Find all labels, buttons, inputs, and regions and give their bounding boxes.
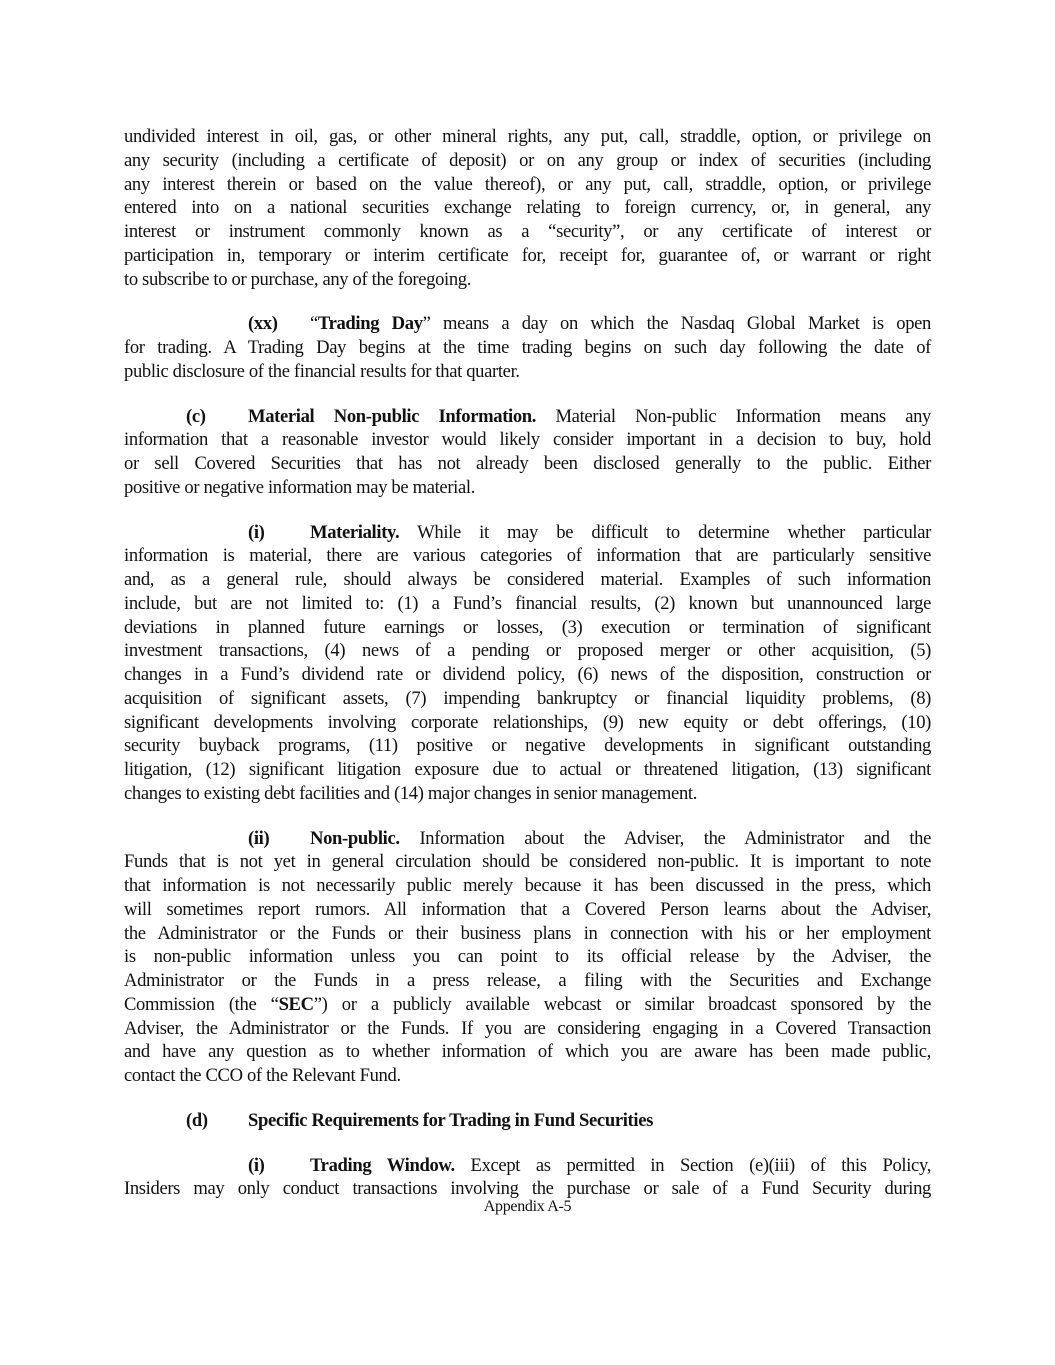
text-line: will sometimes report rumors. All information that a Covered Person learns about the Adviser, bbox=[124, 898, 931, 920]
text-line: information is material, there are various categories of information that are particularly sensitive bbox=[124, 545, 931, 567]
clause-number: (i) bbox=[248, 1154, 265, 1176]
document-page bbox=[124, 125, 931, 1201]
section-heading: Material Non-public Information. bbox=[248, 405, 537, 427]
text-line: Insiders may only conduct transactions involving the purchase or sale of a Fund Security during bbox=[124, 1178, 931, 1200]
clause-heading: Trading Window. bbox=[310, 1154, 455, 1176]
text-line: significant developments involving corporate relationships, (9) new equity or debt offerings, (10) bbox=[124, 711, 931, 733]
materiality-clause bbox=[124, 521, 931, 806]
text-line: interest or instrument commonly known as a “security”, or any certificate of interest or bbox=[124, 221, 931, 242]
clause-number: (ii) bbox=[248, 827, 270, 849]
text-line: Administrator or the Funds in a press release, a filing with the Securities and Exchange bbox=[124, 970, 931, 991]
text-line: information that a reasonable investor would likely consider important in a decision to buy, hold bbox=[124, 429, 931, 451]
text-line: or sell Covered Securities that has not already been disclosed generally to the public. Either bbox=[124, 453, 931, 474]
text-line: participation in, temporary or interim certificate for, receipt for, guarantee of, or warrant or right bbox=[124, 244, 931, 266]
text-line: positive or negative information may be material. bbox=[124, 476, 475, 498]
text-line: is non-public information unless you can point to its official release by the Adviser, the bbox=[124, 946, 931, 968]
defined-term: Trading Day bbox=[317, 313, 423, 335]
text-line: Commission (the “SEC”) or a publicly available webcast or similar broadcast sponsored by the bbox=[124, 993, 931, 1015]
text-line: any security (including a certificate of deposit) or on any group or index of securities (including bbox=[124, 149, 931, 171]
text-line: investment transactions, (4) news of a pending or proposed merger or other acquisition, (5) bbox=[124, 640, 931, 662]
text-line: include, but are not limited to: (1) a Fund’s financial results, (2) known but unannounced large bbox=[124, 592, 931, 614]
text-line: entered into on a national securities exchange relating to foreign currency, or, in general, any bbox=[124, 197, 931, 219]
clause-heading: Non-public. bbox=[310, 827, 400, 849]
text-line: Adviser, the Administrator or the Funds. If you are considering engaging in a Covered Transaction bbox=[124, 1017, 931, 1039]
text-line: (xx) “Trading Day” means a day on which the Nasdaq Global Market is open bbox=[248, 313, 931, 335]
text-line: the Administrator or the Funds or their business plans in connection with his or her employment bbox=[124, 922, 931, 944]
text-line: and have any question as to whether information of which you are aware has been made public, bbox=[124, 1041, 931, 1063]
text-line: (i) Trading Window. Except as permitted in Section (e)(iii) of this Policy, bbox=[248, 1154, 932, 1176]
text-line: public disclosure of the financial results for that quarter. bbox=[124, 360, 520, 382]
clause-number: (i) bbox=[248, 521, 265, 543]
text-line: (ii) Non-public. Information about the Adviser, the Administrator and the bbox=[248, 827, 931, 849]
clause-heading: Materiality. bbox=[310, 521, 400, 543]
text-line: acquisition of significant assets, (7) impending bankruptcy or financial liquidity problems, (8) bbox=[124, 687, 931, 709]
section-c-material-non-public-information bbox=[124, 405, 931, 500]
text-line: that information is not necessarily public merely because it has been discussed in the press, which bbox=[124, 875, 931, 896]
page-footer: Appendix A-5 bbox=[483, 1198, 572, 1215]
text-line: changes to existing debt facilities and (14) major changes in senior management. bbox=[124, 782, 698, 804]
text-line: to subscribe to or purchase, any of the foregoing. bbox=[124, 268, 472, 290]
text-line: (i) Materiality. While it may be difficult to determine whether particular bbox=[248, 521, 931, 543]
text-line bbox=[124, 1109, 931, 1133]
section-number: (d) bbox=[186, 1109, 208, 1131]
text-line: litigation, (12) significant litigation exposure due to actual or threatened litigation, (13) significant bbox=[124, 759, 931, 780]
text-line: and, as a general rule, should always be considered material. Examples of such information bbox=[124, 569, 931, 590]
trading-day-definition bbox=[124, 312, 931, 383]
text-line: Funds that is not yet in general circulation should be considered non-public. It is important to note bbox=[124, 851, 931, 873]
text-line: for trading. A Trading Day begins at the time trading begins on such day following the date of bbox=[124, 337, 931, 358]
text-line: contact the CCO of the Relevant Fund. bbox=[124, 1065, 401, 1086]
text-line: undivided interest in oil, gas, or other mineral rights, any put, call, straddle, option, or privilege on bbox=[124, 126, 931, 147]
section-heading: Specific Requirements for Trading in Fund Securities bbox=[248, 1109, 653, 1131]
text-line: security buyback programs, (11) positive or negative developments in significant outstanding bbox=[124, 735, 931, 757]
clause-number: (xx) bbox=[248, 313, 278, 335]
defined-term: SEC bbox=[278, 993, 314, 1015]
text-line: changes in a Fund’s dividend rate or dividend policy, (6) news of the disposition, construction or bbox=[124, 664, 931, 685]
section-number: (c) bbox=[186, 405, 206, 427]
non-public-clause bbox=[124, 827, 931, 1088]
trading-window-clause bbox=[124, 1154, 931, 1202]
security-definition-continuation bbox=[124, 125, 931, 291]
text-line: deviations in planned future earnings or losses, (3) execution or termination of significant bbox=[124, 616, 931, 638]
section-d-heading bbox=[124, 1109, 931, 1133]
text-line: (c) Material Non-public Information. Material Non-public Information means any bbox=[186, 405, 931, 427]
text-line: any interest therein or based on the value thereof), or any put, call, straddle, option, or privilege bbox=[124, 173, 931, 195]
